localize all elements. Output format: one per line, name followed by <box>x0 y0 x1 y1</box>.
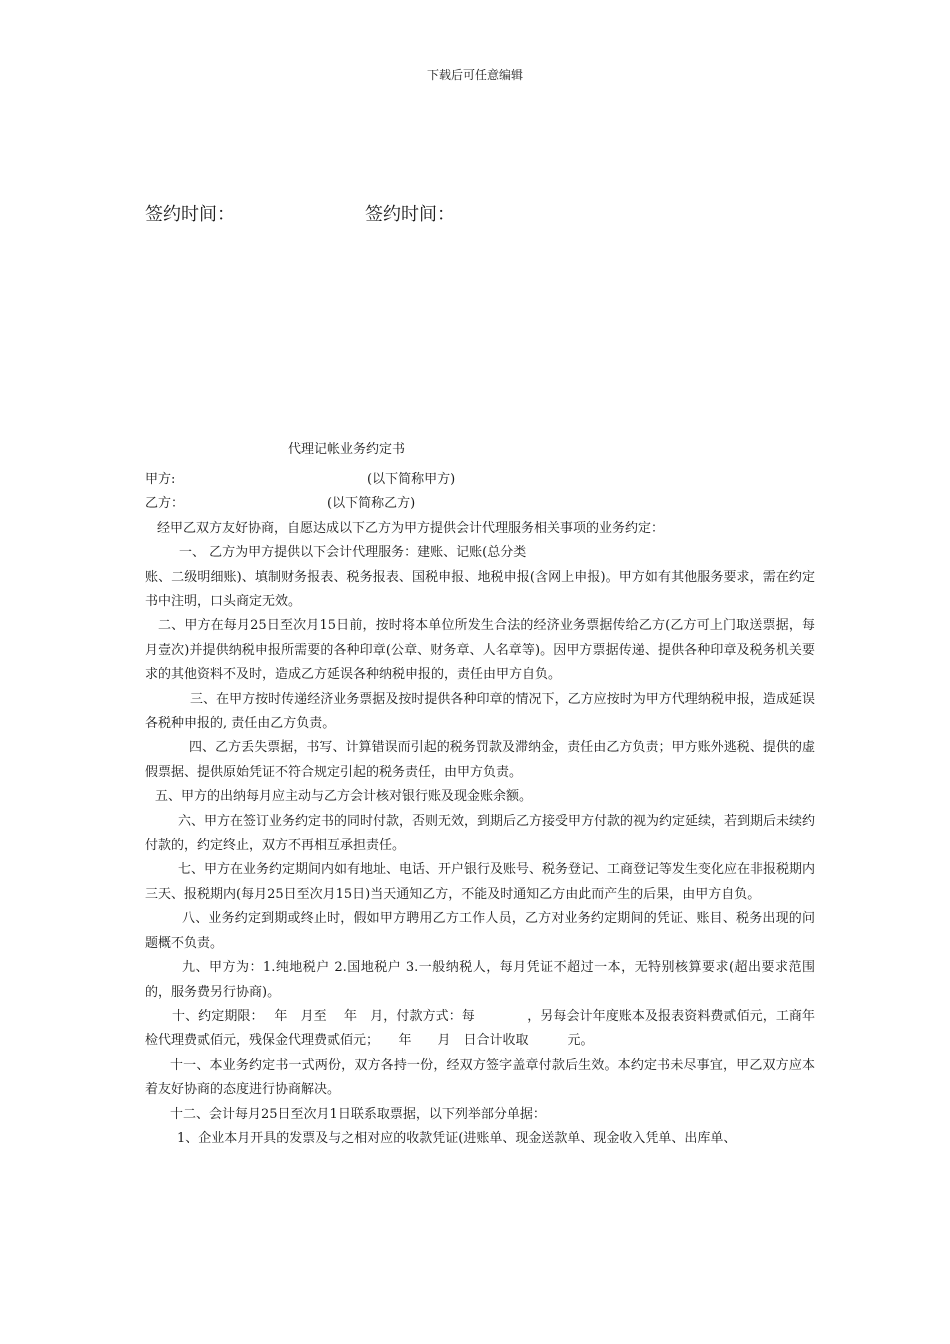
clause-8: 八、业务约定到期或终止时，假如甲方聘用乙方工作人员，乙方对业务约定期间的凭证、账目、税务出现的问题概不负责。 <box>145 911 815 951</box>
party-b-line <box>145 492 815 516</box>
clause-1-continued: 账、二级明细账)、填制财务报表、税务报表、国税申报、地税申报(含网上申报)。甲方如有其他服务要求，需在约定书中注明，口头商定无效。 <box>145 569 815 609</box>
signature-row <box>145 200 845 230</box>
intro-paragraph: 经甲乙双方友好协商，自愿达成以下乙方为甲方提供会计代理服务相关事项的业务约定： <box>157 520 665 536</box>
party-a-line <box>145 468 815 492</box>
clause-11: 十一、本业务约定书一式两份，双方各持一份，经双方签字盖章付款后生效。本约定书未尽事宜，甲乙双方应本着友好协商的态度进行协商解决。 <box>145 1057 815 1098</box>
header-note: 下载后可任意编辑 <box>426 68 523 82</box>
clause-12: 十二、会计每月25日至次月1日联系取票据，以下列举部分单据： <box>170 1106 546 1122</box>
clause-12-item-1: 1、企业本月开具的发票及与之相对应的收款凭证(进账单、现金送款单、现金收入凭单、出库单、 <box>177 1130 737 1146</box>
clause-9: 九、甲方为：1.纯地税户 2.国地税户 3.一般纳税人，每月凭证不超过一本，无特别核算要求(超出要求范围的，服务费另行协商)。 <box>145 960 815 1000</box>
party-b-label: 乙方： <box>145 496 185 512</box>
signature-time-right: 签约时间： <box>365 204 455 225</box>
clause-1-first-line: 一、 乙方为甲方提供以下会计代理服务：建账、记账(总分类 <box>179 545 527 561</box>
party-b-note: (以下简称乙方) <box>327 496 416 512</box>
clause-4: 四、乙方丢失票据，书写、计算错误而引起的税务罚款及滞纳金，责任由乙方负责；甲方账外逃税、提供的虚假票据、提供原始凭证不符合规定引起的税务责任，由甲方负责。 <box>145 740 815 780</box>
clause-2: 二、甲方在每月25日至次月15日前，按时将本单位所发生合法的经济业务票据传给乙方(乙方可上门取送票据，每月壹次)并提供纳税申报所需要的各种印章(公章、财务章、人名章等)。因甲方票据传递、提供各种印章及税务机关要求的其他资料不及时，造成乙方延误各种纳税申报的，责任由甲方自负。 <box>145 618 815 683</box>
document-body <box>145 468 815 1151</box>
party-a-note: (以下简称甲方) <box>367 472 456 487</box>
clause-7: 七、甲方在业务约定期间内如有地址、电话、开户银行及账号、税务登记、工商登记等发生变化应在非报税期内三天、报税期内(每月25日至次月15日)当天通知乙方，不能及时通知乙方由此而产生的后果，由甲方自负。 <box>145 862 816 902</box>
document-title: 代理记帐业务约定书 <box>288 442 406 457</box>
clause-6: 六、甲方在签订业务约定书的同时付款，否则无效，到期后乙方接受甲方付款的视为约定延续，若到期后未续约付款的，约定终止，双方不再相互承担责任。 <box>145 813 816 854</box>
party-a-label: 甲方: <box>145 472 176 487</box>
clause-10: 十、约定期限： 年 月至 年 月，付款方式：每 ，另每会计年度账本及报表资料费贰佰元，工商年检代理费贰佰元，残保金代理费贰佰元； 年 月 日合计收取 元。 <box>145 1008 815 1049</box>
clause-5: 五、甲方的出纳每月应主动与乙方会计核对银行账及现金账余额。 <box>155 789 533 805</box>
signature-time-left: 签约时间： <box>145 204 235 225</box>
clause-3: 三、在甲方按时传递经济业务票据及按时提供各种印章的情况下，乙方应按时为甲方代理纳税申报，造成延误各税种申报的, 责任由乙方负责。 <box>145 691 815 732</box>
